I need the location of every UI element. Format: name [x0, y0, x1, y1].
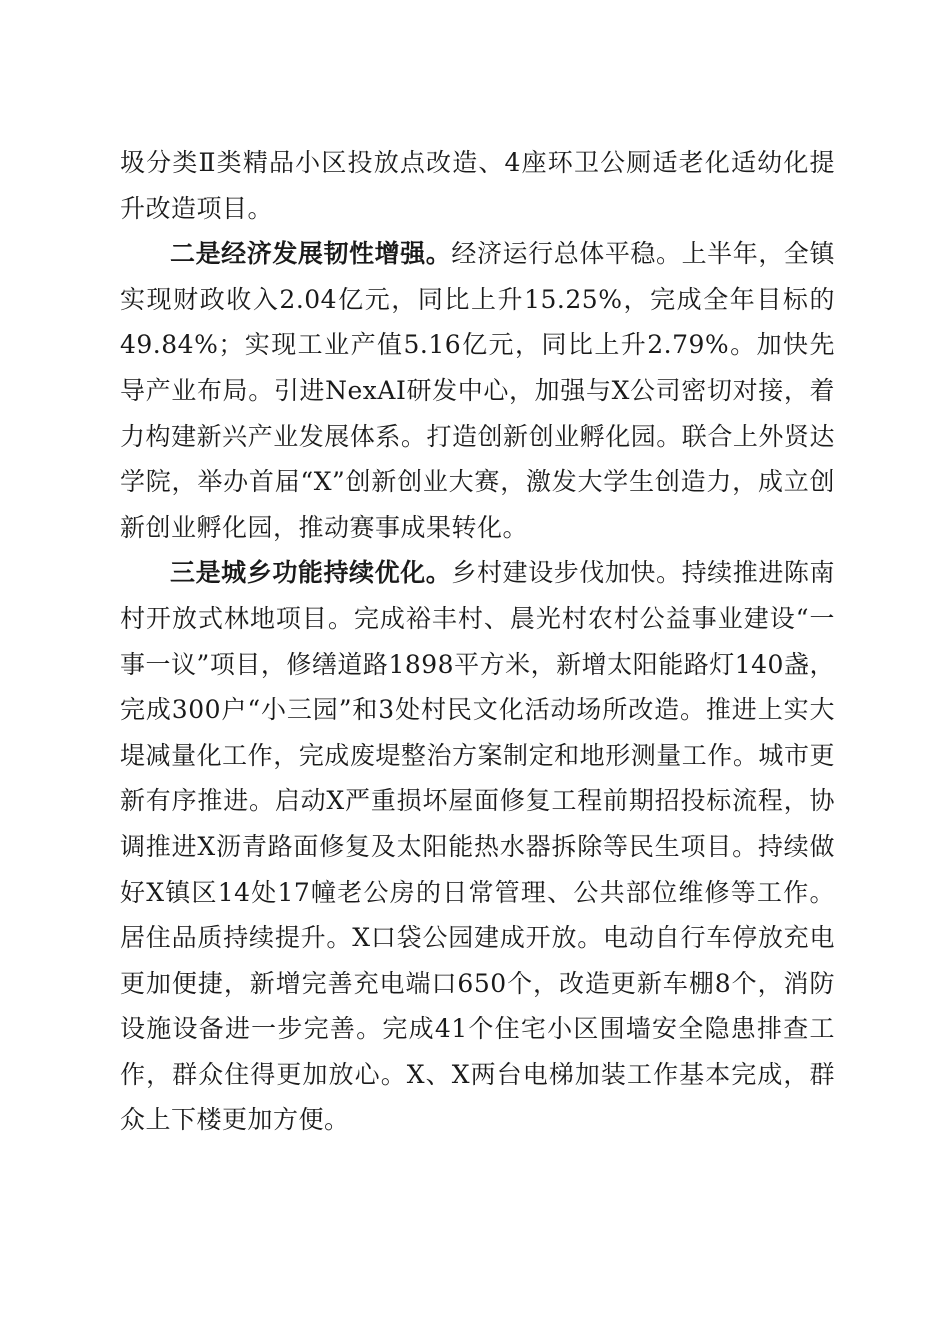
paragraph-body: 经济运行总体平稳。上半年，全镇实现财政收入2.04亿元，同比上升15.25%，完成全年目标的49.84%；实现工业产值5.16亿元，同比上升2.79%。加快先导产业布局。引进NexAI研发中心，加强与X公司密切对接，着力构建新兴产业发展体系。打造创新创业孵化园。联合上外贤达学院，举办首届“X”创新创业大赛，激发大学生创造力，成立创新创业孵化园，推动赛事成果转化。 — [120, 239, 835, 542]
paragraph-lead-heading: 三是城乡功能持续优化。 — [170, 558, 452, 588]
paragraph-continuation — [120, 140, 835, 231]
paragraph-body: 乡村建设步伐加快。持续推进陈南村开放式林地项目。完成裕丰村、晨光村农村公益事业建设“一事一议”项目，修缮道路1898平方米，新增太阳能路灯140盏，完成300户“小三园”和3处村民文化活动场所改造。推进上实大堤减量化工作，完成废堤整治方案制定和地形测量工作。城市更新有序推进。启动X严重损坏屋面修复工程前期招投标流程，协调推进X沥青路面修复及太阳能热水器拆除等民生项目。持续做好X镇区14处17幢老公房的日常管理、公共部位维修等工作。居住品质持续提升。X口袋公园建成开放。电动自行车停放充电更加便捷，新增完善充电端口650个，改造更新车棚8个，消防设施设备进一步完善。完成41个住宅小区围墙安全隐患排查工作，群众住得更加放心。X、X两台电梯加装工作基本完成，群众上下楼更加方便。 — [120, 558, 835, 1135]
paragraph-body: 圾分类Ⅱ类精品小区投放点改造、4座环卫公厕适老化适幼化提升改造项目。 — [120, 148, 835, 223]
document-body — [120, 140, 835, 1143]
paragraph-urban-rural — [120, 550, 835, 1143]
paragraph-economy — [120, 231, 835, 550]
paragraph-lead-heading: 二是经济发展韧性增强。 — [170, 239, 452, 269]
